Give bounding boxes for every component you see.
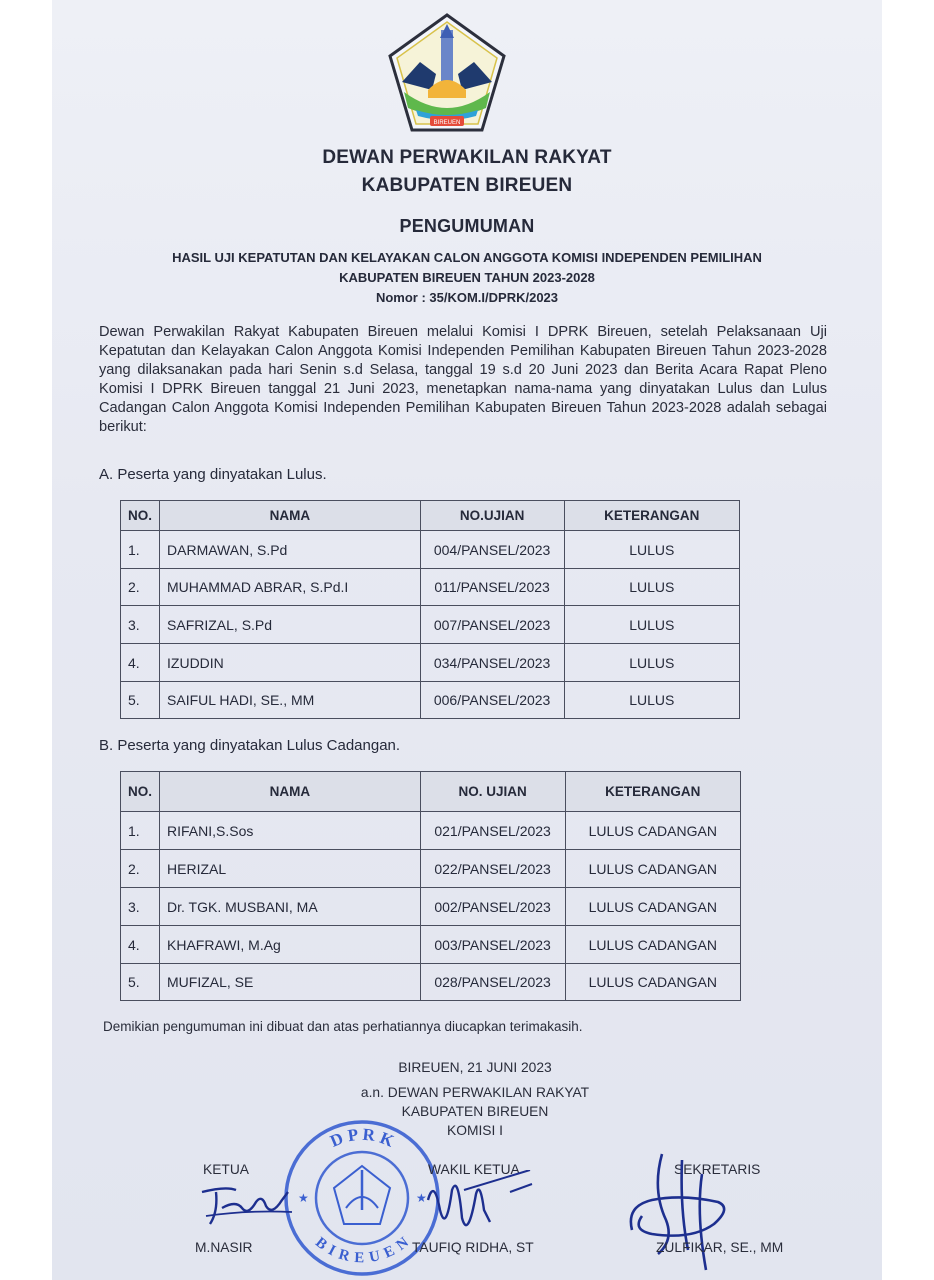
ketua-name: M.NASIR bbox=[195, 1240, 253, 1255]
row-nama: MUHAMMAD ABRAR, S.Pd.I bbox=[160, 569, 421, 606]
passed-participants-table bbox=[120, 500, 740, 719]
announcement-number: Nomor : 35/KOM.I/DPRK/2023 bbox=[375, 290, 559, 305]
org-name-line1: DEWAN PERWAKILAN RAKYAT bbox=[322, 147, 612, 168]
wakil-ketua-name: TAUFIQ RIDHA, ST bbox=[412, 1240, 534, 1255]
table-row bbox=[121, 569, 740, 606]
body-paragraph: Dewan Perwakilan Rakyat Kabupaten Bireuen melalui Komisi I DPRK Bireuen, setelah Pelaksanaan Uji Kepatutan dan Kelayakan Calon Anggota Komisi Independen Pemilihan Kabupaten Bireuen Tahun 2023-2028 yang dilaksanakan pada hari Senin s.d Selasa, tanggal 19 s.d 20 Juni 2023 dan Berita Acara Rapat Pleno Komisi I DPRK Bireuen tanggal 21 Juni 2023, menetapkan nama-nama yang dinyatakan Lulus dan Lulus Cadangan Calon Anggota Komisi Independen Pemilihan Kabupaten Bireuen Tahun 2023-2028 adalah sebagai berikut: bbox=[99, 324, 827, 435]
row-ujian: 004/PANSEL/2023 bbox=[420, 531, 564, 569]
row-nama: IZUDDIN bbox=[160, 644, 421, 682]
header-no: NO. bbox=[121, 772, 160, 812]
sekretaris-signature-icon bbox=[622, 1150, 742, 1276]
announcement-subtitle-line1: HASIL UJI KEPATUTAN DAN KELAYAKAN CALON ANGGOTA KOMISI INDEPENDEN PEMILIHAN bbox=[172, 250, 762, 265]
row-keterangan: LULUS bbox=[564, 682, 739, 719]
row-ujian: 007/PANSEL/2023 bbox=[420, 606, 564, 644]
sekretaris-title: SEKRETARIS bbox=[674, 1162, 761, 1177]
row-no: 1. bbox=[121, 531, 160, 569]
table-header-row bbox=[121, 772, 741, 812]
org-name-line2: KABUPATEN BIREUEN bbox=[361, 175, 573, 196]
ketua-signature-icon bbox=[196, 1172, 296, 1234]
row-nama: SAFRIZAL, S.Pd bbox=[160, 606, 421, 644]
row-no: 3. bbox=[121, 606, 160, 644]
ketua-title: KETUA bbox=[203, 1162, 249, 1177]
closing-sentence: Demikian pengumuman ini dibuat dan atas perhatiannya diucapkan terimakasih. bbox=[103, 1019, 583, 1034]
stamp-top-text: D P R K bbox=[327, 1124, 397, 1151]
row-nama: Dr. TGK. MUSBANI, MA bbox=[160, 888, 421, 926]
row-keterangan: LULUS CADANGAN bbox=[565, 964, 740, 1001]
table-row bbox=[121, 926, 741, 964]
announcement-title: PENGUMUMAN bbox=[399, 216, 535, 236]
row-nama: MUFIZAL, SE bbox=[160, 964, 421, 1001]
row-keterangan: LULUS bbox=[564, 569, 739, 606]
announcement-subtitle-line2: KABUPATEN BIREUEN TAHUN 2023-2028 bbox=[339, 270, 595, 285]
table-row bbox=[121, 964, 741, 1001]
row-ujian: 003/PANSEL/2023 bbox=[420, 926, 565, 964]
row-no: 5. bbox=[121, 682, 160, 719]
row-no: 2. bbox=[121, 850, 160, 888]
table-row bbox=[121, 531, 740, 569]
row-nama: KHAFRAWI, M.Ag bbox=[160, 926, 421, 964]
svg-text:★: ★ bbox=[416, 1191, 427, 1205]
row-ujian: 034/PANSEL/2023 bbox=[420, 644, 564, 682]
row-ujian: 021/PANSEL/2023 bbox=[420, 812, 565, 850]
row-ujian: 022/PANSEL/2023 bbox=[420, 850, 565, 888]
table-row bbox=[121, 606, 740, 644]
header-nama: NAMA bbox=[160, 501, 421, 531]
header-no-ujian: NO. UJIAN bbox=[420, 772, 565, 812]
reserve-participants-table bbox=[120, 771, 741, 1001]
row-keterangan: LULUS bbox=[564, 606, 739, 644]
row-nama: HERIZAL bbox=[160, 850, 421, 888]
row-keterangan: LULUS bbox=[564, 644, 739, 682]
header-keterangan: KETERANGAN bbox=[564, 501, 739, 531]
row-keterangan: LULUS CADANGAN bbox=[565, 888, 740, 926]
row-ujian: 028/PANSEL/2023 bbox=[420, 964, 565, 1001]
row-no: 1. bbox=[121, 812, 160, 850]
row-no: 4. bbox=[121, 644, 160, 682]
header-keterangan: KETERANGAN bbox=[565, 772, 740, 812]
table-row bbox=[121, 812, 741, 850]
sekretaris-name: ZULFIKAR, SE., MM bbox=[656, 1240, 784, 1255]
row-no: 2. bbox=[121, 569, 160, 606]
row-keterangan: LULUS bbox=[564, 531, 739, 569]
stamp-bottom-text: B I R E U E N bbox=[312, 1234, 412, 1267]
row-ujian: 002/PANSEL/2023 bbox=[420, 888, 565, 926]
row-nama: SAIFUL HADI, SE., MM bbox=[160, 682, 421, 719]
row-no: 3. bbox=[121, 888, 160, 926]
row-nama: RIFANI,S.Sos bbox=[160, 812, 421, 850]
header-nama: NAMA bbox=[160, 772, 421, 812]
wakil-ketua-signature-icon bbox=[420, 1170, 540, 1242]
row-keterangan: LULUS CADANGAN bbox=[565, 812, 740, 850]
place-date: BIREUEN, 21 JUNI 2023 bbox=[398, 1060, 552, 1075]
row-keterangan: LULUS CADANGAN bbox=[565, 850, 740, 888]
header-no: NO. bbox=[121, 501, 160, 531]
table-row bbox=[121, 850, 741, 888]
table-row bbox=[121, 644, 740, 682]
section-a-label: A. Peserta yang dinyatakan Lulus. bbox=[99, 466, 327, 483]
row-no: 5. bbox=[121, 964, 160, 1001]
signoff-line3: KOMISI I bbox=[447, 1123, 503, 1138]
row-keterangan: LULUS CADANGAN bbox=[565, 926, 740, 964]
signoff-line1: a.n. DEWAN PERWAKILAN RAKYAT bbox=[360, 1085, 590, 1100]
header-no-ujian: NO.UJIAN bbox=[420, 501, 564, 531]
logo-label: BIREUEN bbox=[433, 120, 461, 126]
wakil-ketua-title: WAKIL KETUA bbox=[428, 1162, 520, 1177]
table-row bbox=[121, 682, 740, 719]
table-header-row bbox=[121, 501, 740, 531]
row-no: 4. bbox=[121, 926, 160, 964]
row-ujian: 011/PANSEL/2023 bbox=[420, 569, 564, 606]
svg-text:★: ★ bbox=[298, 1191, 309, 1205]
row-ujian: 006/PANSEL/2023 bbox=[420, 682, 564, 719]
row-nama: DARMAWAN, S.Pd bbox=[160, 531, 421, 569]
bireuen-regency-logo-icon bbox=[386, 12, 508, 134]
section-b-label: B. Peserta yang dinyatakan Lulus Cadangan. bbox=[99, 737, 401, 754]
signoff-line2: KABUPATEN BIREUEN bbox=[401, 1104, 549, 1119]
table-row bbox=[121, 888, 741, 926]
